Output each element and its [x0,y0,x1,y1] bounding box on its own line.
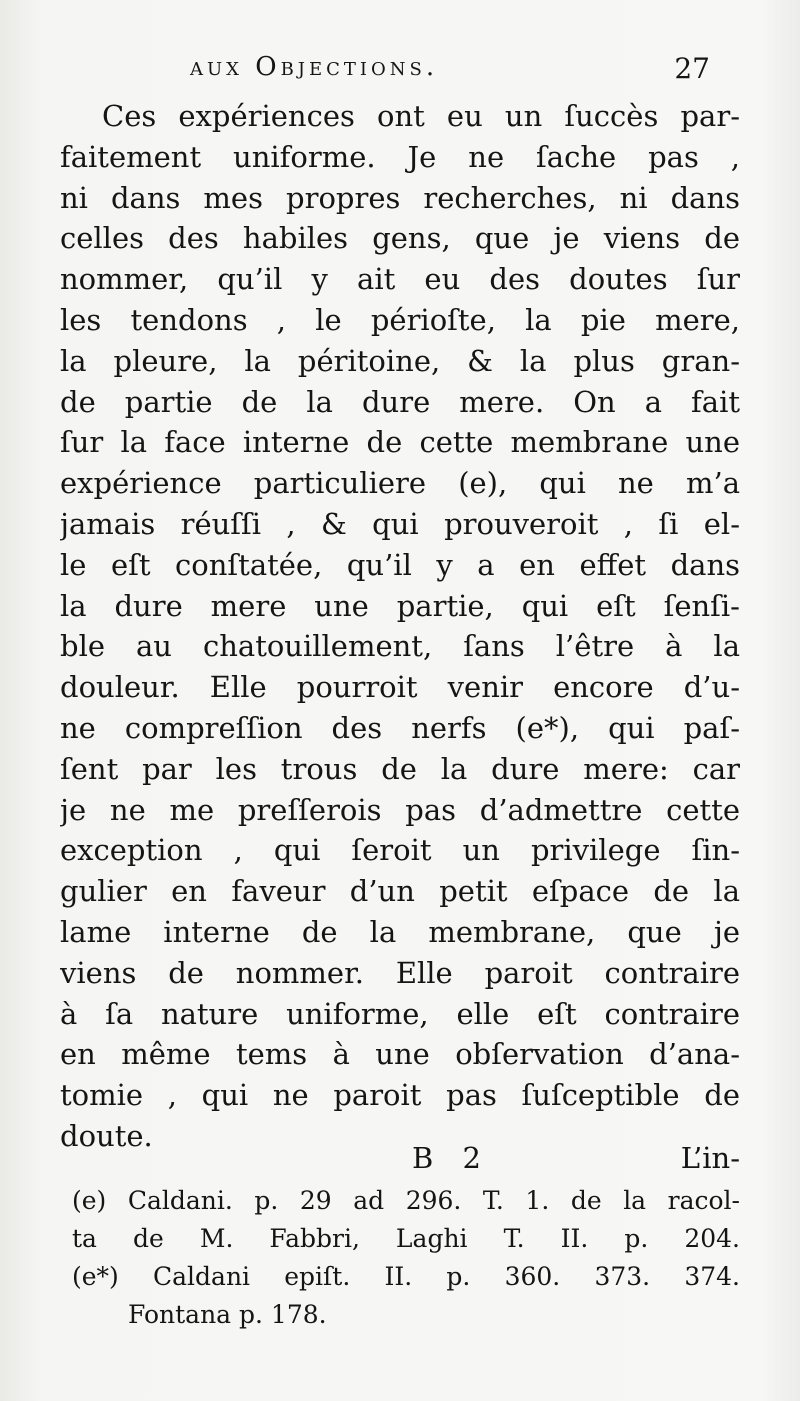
footnotes [72,1182,740,1334]
text-line: ſur la face interne de cette membrane une [60,425,740,460]
text-line: la dure mere une partie, qui eſt ſenſi- [60,588,740,623]
text-line: je ne me preſſerois pas d’admettre cette [60,792,740,827]
text-line: viens de nommer. Elle paroit contraire [60,955,740,990]
text-line: le eſt conſtatée, qu’il y a en effet dans [60,547,740,582]
text-line: ble au chatouillement, ſans l’être à la [60,629,740,664]
text-line: jamais réuſſi , & qui prouveroit , ſi el- [60,506,740,541]
signature-mark: B 2 [412,1141,491,1175]
text-line: à ſa nature uniforme, elle eſt contraire [60,996,740,1031]
text-line: tomie , qui ne paroit pas ſuſceptible de [60,1078,740,1113]
text-line: lame interne de la membrane, que je [60,914,740,949]
body-text [60,96,740,1157]
text-line: celles des habiles gens, que je viens de [60,221,740,256]
text-line: ni dans mes propres recherches, ni dans [60,180,740,215]
text-line: ſent par les trous de la dure mere: car [60,751,740,786]
text-line: doute. [60,1118,153,1153]
footnote-line: (e) Caldani. p. 29 ad 296. T. 1. de la racol- [72,1186,740,1215]
text-line: expérience particuliere (e), qui ne m’a [60,466,740,501]
running-head-title: aux Objections. [190,52,439,82]
text-line: faitement uniforme. Je ne ſache pas , [60,139,740,174]
text-line: gulier en faveur d’un petit eſpace de la [60,874,740,909]
text-line: en même tems à une obſervation d’ana- [60,1037,740,1072]
text-line: les tendons , le périoſte, la pie mere, [60,302,740,337]
text-line: la pleure, la péritoine, & la plus gran- [60,343,740,378]
page-number: 27 [674,52,710,85]
text-line: Ces expériences ont eu un ſuccès par- [102,99,740,133]
footnote-line: ta de M. Fabbri, Laghi T. II. p. 204. [72,1224,740,1253]
page-foot [60,1138,740,1178]
footnote-line: Fontana p. 178. [128,1300,327,1329]
text-line: de partie de la dure mere. On a fait [60,384,740,419]
text-line: ne compreſſion des nerfs (e*), qui paſ- [60,710,740,745]
text-line: nommer, qu’il y ait eu des doutes ſur [60,262,740,297]
catchword: L’in- [680,1141,740,1175]
text-line: exception , qui ſeroit un privilege ſin- [60,833,740,868]
text-line: douleur. Elle pourroit venir encore d’u- [60,670,740,705]
footnote-line: (e*) Caldani epiſt. II. p. 360. 373. 374. [72,1262,740,1291]
running-head [190,52,710,88]
